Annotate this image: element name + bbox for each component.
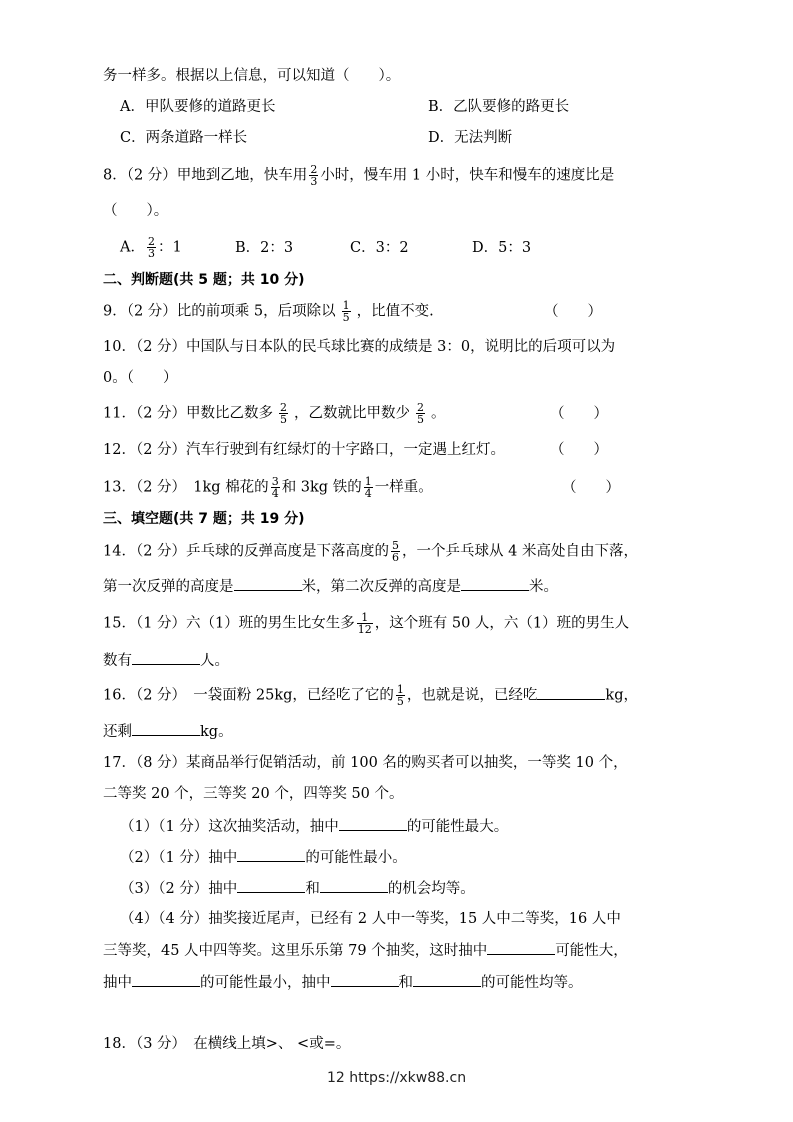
q11-answer-paren[interactable]: （ ）	[550, 406, 608, 422]
q9-fraction	[342, 300, 351, 323]
q14-line2	[103, 576, 693, 597]
q16-blank-2[interactable]	[132, 721, 200, 736]
q16-line1	[103, 684, 693, 707]
q8-opta-num: 2	[147, 235, 155, 248]
q13-frac2-den: 4	[364, 487, 372, 500]
q8-option-a-post: ：1	[157, 239, 182, 256]
q11-fraction-1	[279, 402, 288, 425]
q7-option-a: A．甲队要修的道路更长	[120, 99, 276, 115]
q14-l2c: 米。	[529, 579, 558, 595]
q16-line2	[103, 721, 693, 742]
q17-s2b: 的可能性最小。	[305, 850, 407, 866]
q16-post: ，也就是说，已经吃	[406, 687, 538, 704]
q17-sub2	[120, 847, 693, 868]
q14-l2a: 第一次反弹的高度是	[103, 579, 234, 595]
q15-frac-den: 12	[357, 623, 372, 636]
q17-line1: 17．（8 分）某商品举行促销活动，前 100 名的购买者可以抽奖，一等奖 10 个，	[103, 755, 628, 771]
q17-sub3	[120, 878, 693, 899]
q9-post: ，比值不变.	[356, 303, 434, 320]
q8-option-a	[120, 236, 182, 259]
q13-fraction-2	[364, 476, 373, 499]
q17-sub1-blank[interactable]	[339, 816, 407, 831]
q17-sub1	[120, 816, 693, 837]
q13-answer-paren[interactable]: （ ）	[562, 480, 620, 496]
q17-sub3-blank-2[interactable]	[320, 878, 388, 893]
q8-option-c: C．3：2	[350, 240, 409, 256]
q13-frac2-num: 1	[364, 475, 372, 488]
q17-s1b: 的可能性最大。	[406, 819, 509, 835]
q8-option-a-fraction	[147, 236, 156, 259]
q14-fraction	[391, 540, 400, 563]
q8-frac-num: 2	[310, 163, 318, 176]
q17-s4l3d: 的可能性均等。	[481, 975, 583, 991]
q15-frac-num: 1	[357, 612, 373, 624]
q11-frac2-num: 2	[417, 401, 425, 414]
q8-option-d: D．5：3	[472, 240, 532, 256]
q17-s2a: （2）（1 分）抽中	[120, 850, 238, 866]
q11-fraction-2	[416, 402, 425, 425]
q14-pre: 14．（2 分）乒乓球的反弹高度是下落高度的	[103, 543, 390, 560]
q13-mid: 和 3kg 铁的	[281, 479, 362, 496]
q8-opta-den: 3	[147, 247, 155, 260]
q17-line2: 二等奖 20 个，三等奖 20 个，四等奖 50 个。	[103, 786, 404, 802]
q17-sub4-line2	[103, 940, 693, 961]
q9-frac-den: 5	[342, 311, 350, 324]
page-footer: 12 https://xkw88.cn	[326, 1070, 467, 1086]
q9-frac-num: 1	[342, 299, 350, 312]
q8-option-b: B．2：3	[235, 240, 294, 256]
section-2-heading: 二、判断题(共 5 题；共 10 分)	[103, 272, 305, 288]
q17-s4l2b: 可能性大，	[555, 943, 628, 959]
q15-line2	[103, 650, 693, 671]
q15-pre: 15．（1 分）六（1）班的男生比女生多	[103, 615, 355, 632]
q16-blank-1[interactable]	[537, 685, 605, 700]
q10-line2: 0。（ ）	[103, 370, 178, 386]
q11-frac2-den: 5	[417, 413, 425, 426]
q7-option-c: C．两条道路一样长	[120, 130, 248, 146]
q17-s4l3b: 的可能性最小，抽中	[200, 975, 331, 991]
q15-blank[interactable]	[132, 650, 200, 665]
q17-sub3-blank-1[interactable]	[237, 878, 305, 893]
q17-s3a: （3）（2 分）抽中	[120, 881, 238, 897]
q15-l2a: 数有	[103, 653, 132, 669]
q14-post: ，一个乒乓球从 4 米高处自由下落，	[402, 543, 638, 560]
q8-post: 小时，慢车用 1 小时，快车和慢车的速度比是	[320, 167, 615, 184]
q8-option-a-label: A．	[120, 239, 145, 256]
q17-s3b: 和	[305, 881, 320, 897]
q9	[103, 300, 693, 323]
q13-fraction-1	[271, 476, 280, 499]
q12-answer-paren[interactable]: （ ）	[550, 442, 608, 458]
q14-frac-den: 6	[392, 551, 400, 564]
q16-frac-num: 1	[396, 683, 404, 696]
q17-sub2-blank[interactable]	[237, 847, 305, 862]
q11-frac1-num: 2	[280, 401, 288, 414]
q14-blank-2[interactable]	[461, 576, 529, 591]
q17-s3c: 的机会均等。	[387, 881, 475, 897]
q17-sub4-line3	[103, 972, 693, 993]
section-3-heading: 三、填空题(共 7 题；共 19 分)	[103, 511, 305, 527]
q17-sub4-blank-3[interactable]	[331, 972, 399, 987]
q13-frac1-den: 4	[271, 487, 279, 500]
q17-s4l2a: 三等奖，45 人中四等奖。这里乐乐第 79 个抽奖，这时抽中	[103, 943, 488, 959]
q13-post: 一样重。	[374, 479, 433, 496]
q12: 12．（2 分）汽车行驶到有红绿灯的十字路口，一定遇上红灯。	[103, 442, 506, 458]
q13-pre: 13．（2 分） 1kg 棉花的	[103, 479, 269, 496]
q11-frac1-den: 5	[280, 413, 288, 426]
q8-pre: 8．（2 分）甲地到乙地，快车用	[103, 167, 308, 184]
q13-frac1-num: 3	[271, 475, 279, 488]
q14-frac-num: 5	[392, 539, 400, 552]
q15-fraction	[357, 612, 373, 635]
q8-line1	[103, 164, 693, 187]
q11-mid: ，乙数就比甲数少	[294, 405, 411, 422]
q16-l2b: kg。	[200, 724, 233, 740]
q16-l2a: 还剩	[103, 724, 132, 740]
q7-option-d: D．无法判断	[428, 130, 513, 146]
q11-post: 。	[431, 405, 446, 422]
q17-sub4-blank-4[interactable]	[413, 972, 481, 987]
q17-s1a: （1）（1 分）这次抽奖活动，抽中	[120, 819, 339, 835]
q7-option-b: B．乙队要修的路更长	[428, 99, 570, 115]
q11-pre: 11．（2 分）甲数比乙数多	[103, 405, 274, 422]
q17-sub4-blank-2[interactable]	[132, 972, 200, 987]
q18: 18．（3 分） 在横线上填>、 <或=。	[103, 1036, 351, 1052]
q15-l2b: 人。	[200, 653, 229, 669]
q15-post: ，这个班有 50 人，六（1）班的男生人	[374, 615, 630, 632]
q17-s4l3a: 抽中	[103, 975, 132, 991]
q16-post2: kg，	[605, 687, 638, 704]
q10-line1: 10．（2 分）中国队与日本队的民乓球比赛的成绩是 3：0，说明比的后项可以为	[103, 339, 616, 355]
q16-frac-den: 5	[396, 695, 404, 708]
q16-pre: 16．（2 分） 一袋面粉 25kg，已经吃了它的	[103, 687, 394, 704]
q14-line1	[103, 540, 693, 563]
q7-tail: 务一样多。根据以上信息，可以知道（ ）。	[103, 68, 401, 84]
q17-s4l3c: 和	[398, 975, 413, 991]
q14-blank-1[interactable]	[234, 576, 302, 591]
q8-fraction	[309, 164, 318, 187]
q17-sub4-blank-1[interactable]	[487, 940, 555, 955]
q9-answer-paren[interactable]: （ ）	[544, 304, 602, 320]
q17-sub4-line1: （4）（4 分）抽奖接近尾声，已经有 2 人中一等奖，15 人中二等奖，16 人中	[120, 911, 621, 927]
q14-l2b: 米，第二次反弹的高度是	[301, 579, 461, 595]
q16-fraction	[396, 684, 405, 707]
q8-frac-den: 3	[310, 175, 318, 188]
q15-line1	[103, 612, 693, 635]
q8-line2: （ ）。	[103, 203, 169, 219]
q9-pre: 9．（2 分）比的前项乘 5，后项除以	[103, 303, 336, 320]
